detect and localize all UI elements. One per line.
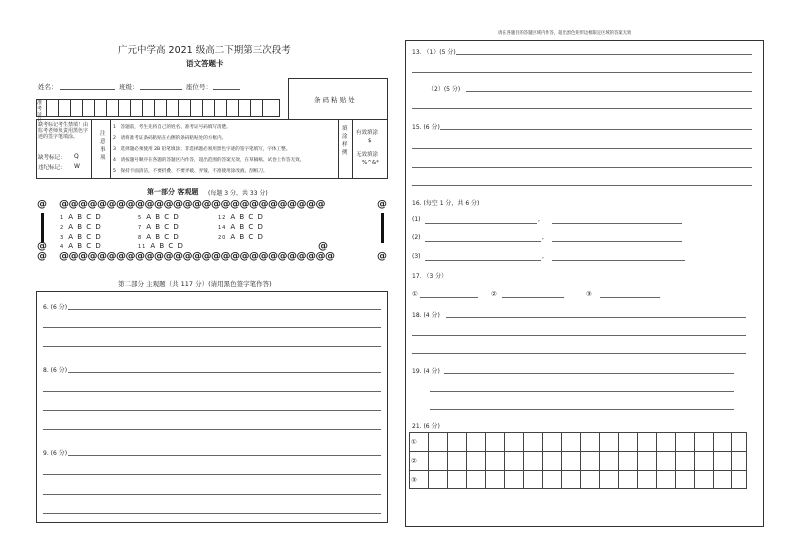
q17-blank[interactable]	[502, 297, 564, 298]
q19-label: 19. (4 分)	[412, 368, 440, 375]
missing-mark-label: 缺考标记：	[38, 155, 66, 161]
q16-blank[interactable]	[552, 223, 682, 224]
q16-blank[interactable]	[552, 260, 685, 261]
q6-label: 6. (6 分)	[43, 304, 68, 311]
part2-title: 第二部分 主观题（共 117 分）(请用黑色签字笔作答)	[118, 280, 272, 288]
q17-label: 17. （3 分）	[412, 273, 448, 280]
question-row[interactable]: 2 A B C D	[60, 223, 102, 231]
q13-2-label: （2）(5 分)	[428, 86, 461, 93]
q17-item: ①	[412, 290, 418, 298]
question-row[interactable]: 7 A B C D	[138, 223, 180, 231]
q17-item: ③	[586, 290, 592, 298]
q21-label: 21. (6 分)	[412, 423, 440, 430]
q17-blank[interactable]	[420, 297, 478, 298]
notice-item-1: 1 答题前，考生先将自己的姓名、准考证号码填写清楚。	[113, 125, 231, 130]
part1-detail: (每题 3 分，共 33 分)	[208, 190, 268, 197]
notice-side-label: 注 意 事 项	[100, 131, 106, 161]
seat-label: 座位号：	[186, 83, 212, 91]
q18-label: 18. (4 分)	[412, 312, 440, 319]
q21-row-label: ①	[411, 438, 417, 446]
timing-mark-left: @	[37, 199, 47, 210]
timing-marks-top: @@@@@@@@@@@@@@@@@@@@@@@@@@@@	[59, 199, 325, 210]
q16-item: (1)	[412, 216, 421, 223]
timing-mark-mid: @	[318, 241, 328, 252]
notice-item-3: 3 选择题必须使用 2B 铅笔填涂；非选择题必须用黑色字迹的签字笔填写，字体工整。	[113, 147, 291, 152]
part1-title: 第一部分 客观题	[147, 188, 199, 196]
question-row[interactable]: 1 A B C D	[60, 213, 102, 221]
class-label: 班级：	[119, 83, 139, 91]
question-row[interactable]: 14 A B C D	[218, 223, 264, 231]
name-label: 姓名：	[38, 83, 58, 91]
timing-mark-right-bottom: @	[377, 251, 387, 262]
q21-grid[interactable]	[409, 432, 747, 489]
missing-exam-note: 缺考标记考生禁填！由监考老师负责用黑色字迹的签字笔填涂。	[38, 122, 89, 141]
timing-mark-right: @	[377, 199, 387, 210]
q13-label: 13. （1）(5 分)	[412, 49, 456, 56]
q17-blank[interactable]	[600, 297, 660, 298]
missing-mark-symbol[interactable]: Q	[74, 153, 79, 160]
q8-label: 8. (6 分)	[43, 367, 68, 374]
notice-item-2: 2 请将准考证条码粘贴在右侧的条码粘贴处的方框内。	[113, 136, 227, 141]
barcode-label: 条 码 粘 贴 处	[314, 96, 355, 104]
name-field[interactable]	[60, 89, 115, 90]
answer-sheet-subtitle: 语文答题卡	[186, 59, 224, 68]
fill-example-label: 填 涂 样 例	[342, 126, 348, 156]
seat-field[interactable]	[213, 89, 240, 90]
question-row[interactable]: 5 A B C D	[138, 213, 180, 221]
q16-blank[interactable]	[425, 223, 537, 224]
class-field[interactable]	[140, 89, 182, 90]
notice-item-5: 5 保持卡面清洁，不要折叠、不要弄破、弄皱，不准使用涂改液、刮纸刀。	[113, 169, 268, 174]
right-top-note: 请在各题目的答题区域内作答，超出黑色矩形边框限定区域的答案无效	[498, 31, 632, 36]
invalid-fill-symbol: %^&*	[362, 160, 379, 166]
q16-blank[interactable]	[552, 241, 682, 242]
q16-item: (3)	[412, 253, 421, 260]
question-row[interactable]: 4 A B C D	[60, 242, 102, 250]
q16-blank[interactable]	[425, 260, 541, 261]
question-row[interactable]: 12 A B C D	[218, 213, 264, 221]
notice-item-4: 4 请按题号顺序在各题的答题区内作答，超出范围的答案无效，在草稿纸、试卷上作答无效。	[113, 158, 305, 163]
q9-label: 9. (6 分)	[43, 450, 68, 457]
question-row[interactable]: 8 A B C D	[138, 233, 180, 241]
q16-label: 16. (每空 1 分，共 6 分)	[412, 200, 480, 207]
q16-blank[interactable]	[425, 241, 541, 242]
question-row[interactable]: 20 A B C D	[218, 233, 264, 241]
q16-item: (2)	[412, 234, 421, 241]
q17-item: ②	[491, 290, 497, 298]
question-row[interactable]: 11 A B C D	[138, 242, 184, 250]
exam-title: 广元中学高 2021 级高二下期第三次段考	[118, 45, 291, 56]
invalid-fill-label: 无效填涂	[356, 152, 379, 158]
valid-fill-symbol: $	[368, 138, 372, 144]
exam-id-grid[interactable]	[36, 99, 280, 117]
question-row[interactable]: 3 A B C D	[60, 233, 102, 241]
q21-row-label: ②	[411, 457, 417, 465]
timing-marks-bottom: @@@@@@@@@@@@@@@@@@@@@@@@@@@@@	[59, 251, 335, 262]
q21-row-label: ③	[411, 476, 417, 484]
part2-answer-area[interactable]	[36, 291, 388, 523]
timing-mark-left-mid: @	[37, 241, 47, 252]
violation-symbol[interactable]: W	[74, 163, 80, 170]
timing-bar-right	[381, 213, 384, 243]
q15-label: 15. (6 分)	[412, 124, 440, 131]
timing-mark-left-bottom: @	[37, 251, 47, 262]
violation-label: 违纪标记：	[38, 165, 66, 171]
timing-bar-left	[41, 213, 44, 243]
exam-id-label: 准 考 证 号	[37, 100, 43, 124]
valid-fill-label: 有效填涂	[356, 130, 379, 136]
